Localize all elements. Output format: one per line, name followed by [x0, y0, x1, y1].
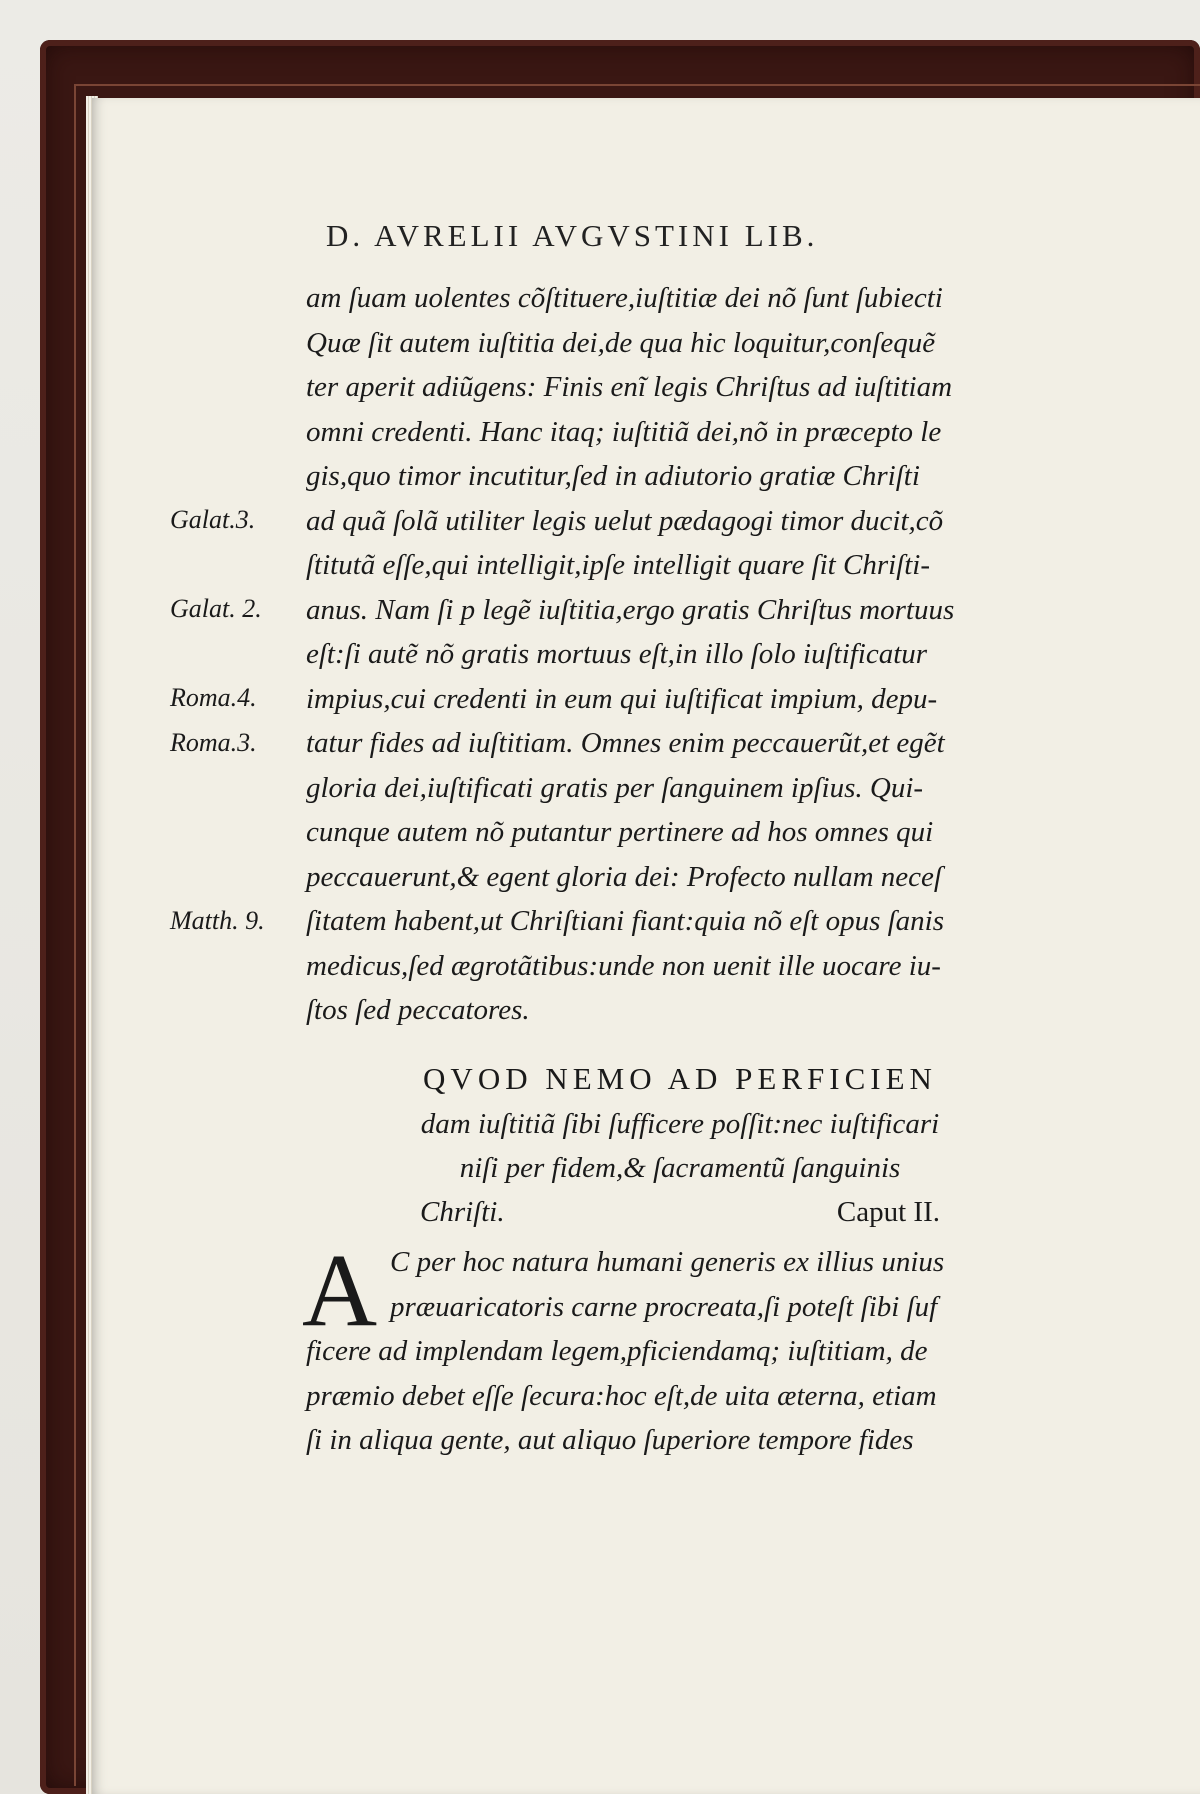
chapter-heading-caps: QVOD NEMO AD PERFICIEN [423, 1061, 937, 1096]
text-line: ſtitutã eſſe,qui intelligit,ipſe intelligit quare ſit Chriſti- [306, 549, 930, 581]
text-line: præuaricatoris carne procreata,ſi poteſt ſibi ſuf [390, 1290, 938, 1323]
text-line: ad quã ſolã utiliter legis uelut pædagogi timor ducit,cõ [306, 504, 944, 537]
main-text-block [306, 276, 1066, 1033]
text-line: ter aperit adiũgens: Finis enĩ legis Chriſtus ad iuſtitiam [306, 371, 953, 403]
chapter-heading [300, 1056, 1060, 1234]
running-header: D. AVRELII AVGVSTINI LIB. [326, 218, 819, 253]
text-line: peccauerunt,& egent gloria dei: Profecto nullam neceſ [306, 860, 942, 893]
chapter-heading-christi: Chriſti. [420, 1196, 505, 1228]
text-line: ficere ad implendam legem,pficiendamq; iuſtitiam, de [306, 1335, 928, 1367]
text-line: ſtos ſed peccatores. [306, 994, 530, 1026]
text-line: eſt:ſi autẽ nõ gratis mortuus eſt,in illo ſolo iuſtificatur [306, 638, 928, 670]
text-line: gloria dei,iuſtificati gratis per ſanguinem ipſius. Qui- [306, 771, 924, 804]
text-line: impius,cui credenti in eum qui iuſtificat impium, depu- [306, 682, 938, 715]
text-line: C per hoc natura humani generis ex illius unius [390, 1246, 945, 1278]
drop-capital: A [302, 1233, 378, 1348]
margin-note-galat-3: Galat.3. [170, 505, 256, 534]
chapter-number: Caput II. [836, 1196, 940, 1228]
text-line: ſitatem habent,ut Chriſtiani fiant:quia nõ eſt opus ſanis [306, 905, 944, 937]
text-line: anus. Nam ſi p legẽ iuſtitia,ergo gratis Chriſtus mortuus [306, 593, 955, 626]
margin-note-matth-9: Matth. 9. [170, 906, 265, 935]
text-line: cunque autem nõ putantur pertinere ad hos omnes qui [306, 816, 934, 848]
text-line: ſi in aliqua gente, aut aliquo ſuperiore tempore fides [306, 1424, 914, 1456]
margin-note-galat-2: Galat. 2. [170, 594, 262, 623]
text-line: tatur fides ad iuſtitiam. Omnes enim peccauerũt,et egẽt [306, 727, 945, 759]
chapter-heading-line: niſi per fidem,& ſacramentũ ſanguinis [459, 1152, 901, 1184]
margin-note-roma-3: Roma.3. [170, 728, 257, 757]
chapter-heading-last-line [420, 1190, 940, 1234]
chapter-heading-line: dam iuſtitiã ſibi ſufficere poſſit:nec iuſtificari [420, 1108, 940, 1140]
text-line: omni credenti. Hanc itaq; iuſtitiã dei,nõ in præcepto le [306, 415, 942, 448]
margin-note-roma-4: Roma.4. [170, 683, 257, 712]
text-line: gis,quo timor incutitur,ſed in adiutorio gratiæ Chriſti [306, 460, 920, 492]
text-line: præmio debet eſſe ſecura:hoc eſt,de uita æterna, etiam [306, 1379, 937, 1412]
text-line: am ſuam uolentes cõſtituere,iuſtitiæ dei nõ ſunt ſubiecti [306, 282, 943, 314]
text-line: Quæ ſit autem iuſtitia dei,de qua hic loquitur,conſequẽ [306, 326, 936, 359]
text-line: medicus,ſed ægrotãtibus:unde non uenit ille uocare iu- [306, 949, 941, 982]
chapter-body-text [306, 1240, 1066, 1463]
